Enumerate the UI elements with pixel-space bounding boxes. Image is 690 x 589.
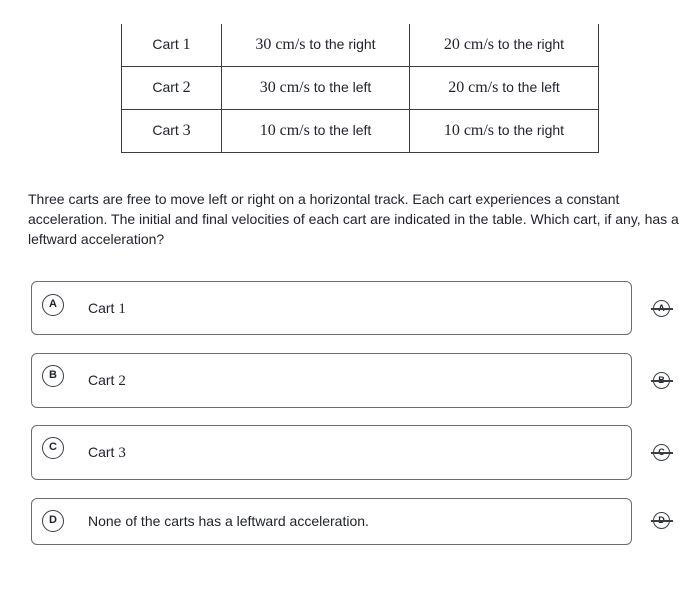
final-velocity-direction: to the left	[502, 79, 560, 95]
strikethrough-d-button[interactable]	[651, 512, 673, 530]
choice-b-number: 2	[118, 373, 126, 389]
question-text: Three carts are free to move left or right on a horizontal track. Each cart experiences a constant acceleration. The initial and final velocities of each cart are indicated in the table. Which cart, if any, has a leftward acceleration?	[28, 191, 679, 247]
initial-velocity-direction: to the left	[313, 79, 372, 95]
final-velocity-direction: to the right	[497, 36, 565, 52]
choice-a-text: Cart	[88, 300, 115, 316]
choice-c-label	[88, 444, 126, 462]
circled-letter-b-icon: B	[42, 365, 64, 387]
initial-velocity-value: 10	[259, 122, 276, 139]
initial-velocity-value: 30	[259, 79, 276, 96]
circled-letter-c-icon: C	[42, 437, 64, 459]
table-row	[122, 67, 599, 110]
choice-c-number: 3	[118, 445, 126, 461]
cart-cell	[122, 67, 222, 110]
cart-number: 3	[182, 122, 191, 139]
table-row	[122, 24, 599, 67]
choice-a[interactable]	[31, 281, 632, 335]
table-row	[122, 110, 599, 153]
choice-b[interactable]	[31, 353, 632, 408]
final-velocity-value: 20	[443, 36, 460, 53]
initial-velocity-unit: cm/s	[279, 79, 310, 96]
final-velocity-direction: to the right	[497, 122, 565, 138]
strikethrough-b-button[interactable]	[651, 372, 673, 390]
choice-c-text: Cart	[88, 444, 115, 460]
cart-cell	[122, 24, 222, 67]
circled-letter-a-icon: A	[42, 294, 64, 316]
velocity-table-wrapper	[121, 24, 599, 153]
choice-a-label	[88, 300, 126, 318]
choice-d-label: None of the carts has a leftward acceleration.	[88, 513, 369, 529]
cart-label: Cart	[152, 36, 179, 52]
cart-number: 2	[182, 79, 191, 96]
choice-b-label	[88, 372, 126, 390]
initial-velocity-cell	[222, 24, 410, 67]
final-velocity-unit: cm/s	[463, 36, 495, 53]
initial-velocity-value: 30	[255, 36, 272, 53]
choice-b-text: Cart	[88, 372, 115, 388]
initial-velocity-cell	[222, 67, 410, 110]
final-velocity-value: 10	[443, 122, 460, 139]
final-velocity-cell	[410, 67, 599, 110]
initial-velocity-direction: to the left	[313, 122, 372, 138]
initial-velocity-unit: cm/s	[275, 36, 306, 53]
initial-velocity-direction: to the right	[309, 36, 376, 52]
choice-c[interactable]	[31, 425, 632, 480]
final-velocity-unit: cm/s	[463, 122, 495, 139]
strike-line	[651, 308, 673, 310]
cart-label: Cart	[152, 79, 179, 95]
final-velocity-cell	[410, 24, 599, 67]
final-velocity-cell	[410, 110, 599, 153]
final-velocity-value: 20	[448, 79, 465, 96]
cart-number: 1	[182, 36, 191, 53]
strike-line	[651, 452, 673, 454]
choice-a-number: 1	[118, 301, 126, 317]
strikethrough-c-button[interactable]	[651, 444, 673, 462]
cart-cell	[122, 110, 222, 153]
initial-velocity-unit: cm/s	[279, 122, 310, 139]
choice-d[interactable]	[31, 498, 632, 545]
strikethrough-a-button[interactable]	[651, 300, 673, 318]
circled-letter-d-icon: D	[42, 510, 64, 532]
initial-velocity-cell	[222, 110, 410, 153]
strike-line	[651, 380, 673, 382]
velocity-table	[121, 24, 599, 153]
strike-line	[651, 520, 673, 522]
cart-label: Cart	[152, 122, 179, 138]
final-velocity-unit: cm/s	[468, 79, 499, 96]
